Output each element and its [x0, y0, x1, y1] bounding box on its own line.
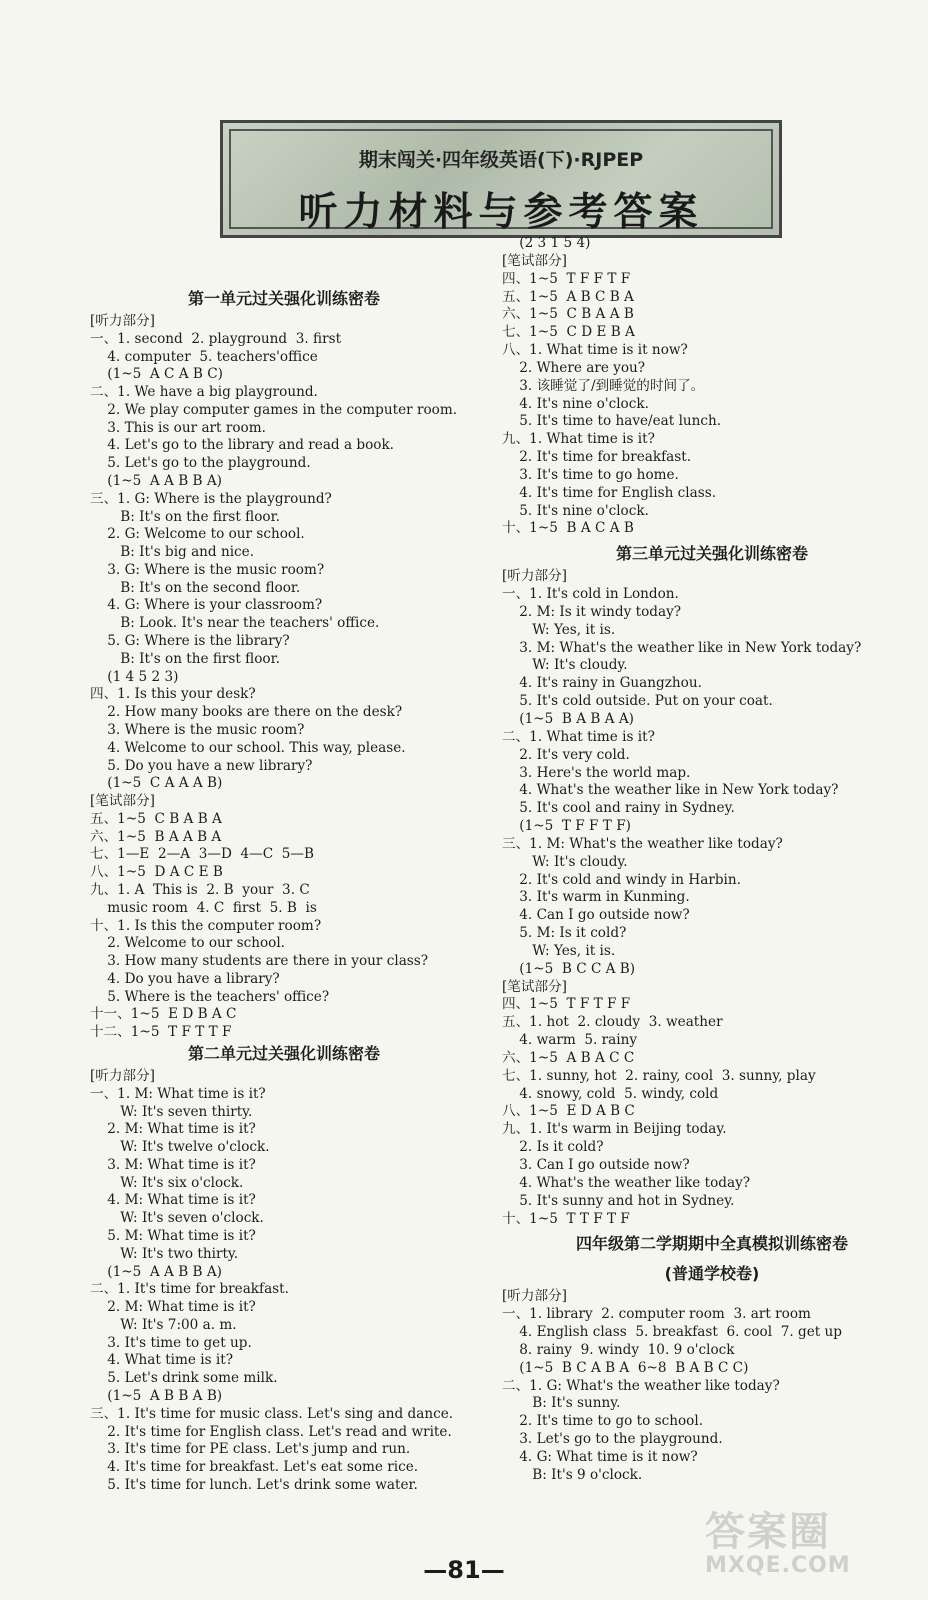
text-line: 5. M: What time is it?: [90, 1228, 256, 1244]
text-line: 2. M: Is it windy today?: [502, 603, 682, 620]
text-line: 3. 该睡觉了/到睡觉的时间了。: [502, 377, 705, 394]
text-line: 十、1~5 B A C A B: [502, 520, 634, 537]
text-line: 5. Let's drink some milk.: [90, 1370, 278, 1387]
text-line: B: It's 9 o'clock.: [502, 1466, 643, 1483]
banner-title: 听力材料与参考答案: [298, 190, 704, 235]
text-line: W: It's twelve o'clock.: [90, 1139, 270, 1156]
text-line: 3. M: What time is it?: [90, 1156, 256, 1173]
text-line: 二、1. What time is it?: [502, 728, 655, 745]
text-line: 4. It's time for English class.: [502, 484, 717, 501]
text-line: [听力部分]: [502, 568, 567, 585]
text-line: 2. It's time for English class. Let's read and write.: [90, 1423, 452, 1440]
text-line: 4. Can I go outside now?: [502, 907, 690, 924]
text-line: W: It's cloudy.: [502, 853, 628, 870]
text-line: 一、1. It's cold in London.: [502, 586, 679, 603]
text-line: 2. G: Welcome to our school.: [90, 526, 305, 543]
text-line: (1~5 B C C A B): [502, 960, 636, 977]
text-line: 三、1. It's time for music class. Let's sing and dance.: [90, 1405, 454, 1422]
text-line: 九、1. What time is it?: [502, 431, 655, 448]
section-heading: (普通学校卷): [664, 1264, 760, 1284]
text-line: (1~5 B A B A A): [502, 711, 634, 727]
text-line: 5. It's cold outside. Put on your coat.: [502, 693, 773, 710]
text-line: [笔试部分]: [502, 252, 567, 269]
text-line: 4. Let's go to the library and read a book.: [90, 437, 395, 454]
text-line: 4. snowy, cold 5. windy, cold: [502, 1085, 719, 1102]
text-line: (1~5 A B B A B): [90, 1388, 223, 1405]
text-line: 4. It's time for breakfast. Let's eat some rice.: [90, 1459, 419, 1476]
text-line: 十二、1~5 T F T T F: [90, 1024, 232, 1041]
text-line: 3. This is our art room.: [90, 419, 266, 436]
text-line: 二、1. It's time for breakfast.: [90, 1281, 289, 1298]
text-line: 5. It's sunny and hot in Sydney.: [502, 1192, 735, 1209]
text-line: 五、1. hot 2. cloudy 3. weather: [502, 1014, 723, 1031]
text-line: 五、1~5 C B A B A: [90, 810, 222, 827]
text-line: 十一、1~5 E D B A C: [90, 1006, 237, 1023]
text-line: 一、1. M: What time is it?: [90, 1085, 266, 1102]
text-line: 4. What's the weather like today?: [502, 1174, 751, 1191]
text-line: (2 3 1 5 4): [502, 235, 591, 251]
text-line: 5. Where is the teachers' office?: [90, 988, 330, 1005]
text-line: 七、1~5 C D E B A: [502, 324, 635, 341]
text-line: 5. Do you have a new library?: [90, 757, 313, 774]
text-line: 六、1~5 A B A C C: [502, 1049, 635, 1066]
text-line: W: Yes, it is.: [502, 621, 616, 638]
text-line: B: It's on the first floor.: [90, 508, 280, 525]
text-line: 5. G: Where is the library?: [90, 633, 290, 650]
text-line: 5. It's time to have/eat lunch.: [502, 413, 722, 430]
text-line: 3. How many students are there in your class?: [90, 953, 429, 970]
title-banner: [220, 120, 782, 238]
text-line: (1~5 A A B B A): [90, 473, 222, 490]
text-line: 九、1. It's warm in Beijing today.: [502, 1121, 727, 1138]
text-line: 八、1~5 D A C E B: [90, 864, 223, 881]
text-line: 2. How many books are there on the desk?: [90, 704, 403, 721]
text-line: [听力部分]: [502, 1288, 567, 1305]
text-line: (1~5 A A B B A): [90, 1263, 222, 1280]
text-line: W: It's seven o'clock.: [90, 1210, 264, 1227]
watermark-bottom: MXQE.COM: [705, 1553, 851, 1578]
text-line: 六、1~5 C B A A B: [502, 306, 634, 323]
text-line: 四、1~5 T F T F F: [502, 996, 631, 1013]
text-line: (1~5 A C A B C): [90, 366, 223, 383]
text-line: 八、1~5 E D A B C: [502, 1103, 635, 1120]
text-line: B: It's on the second floor.: [90, 579, 301, 596]
text-line: 十、1. Is this the computer room?: [90, 917, 322, 934]
text-line: 4. It's rainy in Guangzhou.: [502, 675, 702, 692]
watermark-top: 答案圈: [705, 1509, 831, 1555]
text-line: W: Yes, it is.: [502, 942, 616, 959]
text-line: 4. It's nine o'clock.: [502, 395, 649, 412]
section-heading: 四年级第二学期期中全真模拟训练密卷: [575, 1234, 848, 1254]
text-line: 四、1~5 T F F T F: [502, 270, 631, 287]
text-line: [听力部分]: [90, 313, 155, 329]
text-line: 3. G: Where is the music room?: [90, 561, 325, 578]
text-line: W: It's two thirty.: [90, 1245, 239, 1262]
text-line: [笔试部分]: [90, 793, 155, 810]
text-line: 4. warm 5. rainy: [502, 1032, 638, 1049]
text-line: 2. We play computer games in the computer room.: [90, 401, 458, 418]
text-line: (1 4 5 2 3): [90, 668, 179, 685]
text-line: 8. rainy 9. windy 10. 9 o'clock: [502, 1341, 735, 1358]
text-line: 4. G: What time is it now?: [502, 1448, 698, 1465]
text-line: W: It's 7:00 a. m.: [90, 1316, 237, 1333]
text-line: 5. It's time for lunch. Let's drink some water.: [90, 1476, 418, 1493]
section-heading: 第三单元过关强化训练密卷: [615, 544, 808, 564]
text-line: B: Look. It's near the teachers' office.: [90, 615, 380, 632]
text-line: 2. It's time to go to school.: [502, 1413, 704, 1430]
text-line: 八、1. What time is it now?: [502, 342, 688, 359]
text-line: 二、1. G: What's the weather like today?: [502, 1377, 780, 1394]
text-line: 4. computer 5. teachers'office: [90, 348, 318, 365]
text-line: 2. It's cold and windy in Harbin.: [502, 871, 741, 888]
banner-subtitle: 期末闯关·四年级英语(下)·RJPEP: [358, 149, 644, 171]
watermark-logo: [705, 1500, 895, 1590]
text-line: (1~5 C A A A B): [90, 775, 223, 792]
text-line: 4. English class 5. breakfast 6. cool 7. get up: [502, 1324, 842, 1341]
text-line: 五、1~5 A B C B A: [502, 288, 634, 305]
text-line: 二、1. We have a big playground.: [90, 384, 318, 401]
text-line: W: It's seven thirty.: [90, 1103, 253, 1120]
text-line: B: It's big and nice.: [90, 544, 255, 561]
text-line: 4. What's the weather like in New York today?: [502, 782, 839, 799]
text-line: 2. Is it cold?: [502, 1139, 604, 1156]
text-line: 3. It's time for PE class. Let's jump and run.: [90, 1441, 411, 1458]
text-line: 5. It's nine o'clock.: [502, 502, 649, 519]
text-line: 三、1. G: Where is the playground?: [90, 490, 332, 507]
section-heading: 第一单元过关强化训练密卷: [187, 289, 380, 308]
text-line: music room 4. C first 5. B is: [90, 899, 317, 916]
text-line: 4. M: What time is it?: [90, 1192, 256, 1209]
text-line: (1~5 T F F T F): [502, 818, 631, 835]
text-line: 3. Here's the world map.: [502, 764, 691, 781]
text-line: 5. Let's go to the playground.: [90, 455, 311, 472]
text-line: 七、1. sunny, hot 2. rainy, cool 3. sunny, play: [502, 1067, 816, 1084]
text-line: 三、1. M: What's the weather like today?: [502, 835, 783, 852]
text-line: 七、1—E 2—A 3—D 4—C 5—B: [90, 846, 314, 863]
text-line: 十、1~5 T T F T F: [502, 1210, 630, 1227]
section-heading: 第二单元过关强化训练密卷: [187, 1043, 380, 1063]
page-number: —81—: [423, 1556, 505, 1584]
text-line: 3. Where is the music room?: [90, 721, 305, 738]
text-line: 4. Welcome to our school. This way, please.: [90, 739, 406, 756]
text-line: 4. Do you have a library?: [90, 970, 280, 987]
text-line: [听力部分]: [90, 1067, 155, 1084]
text-line: B: It's sunny.: [502, 1395, 621, 1412]
text-line: W: It's six o'clock.: [90, 1174, 244, 1191]
text-line: B: It's on the first floor.: [90, 650, 280, 667]
text-line: 5. It's cool and rainy in Sydney.: [502, 800, 735, 817]
text-line: W: It's cloudy.: [502, 657, 628, 674]
text-line: 六、1~5 B A A B A: [90, 828, 222, 845]
text-line: 2. Where are you?: [502, 359, 646, 376]
text-line: 2. M: What time is it?: [90, 1121, 256, 1138]
text-line: 2. It's time for breakfast.: [502, 449, 692, 466]
text-line: [笔试部分]: [502, 978, 567, 995]
text-line: 3. It's time to get up.: [90, 1334, 252, 1351]
text-line: 3. Can I go outside now?: [502, 1157, 690, 1173]
text-line: 3. Let's go to the playground.: [502, 1431, 723, 1448]
text-line: 3. M: What's the weather like in New York today?: [502, 639, 862, 656]
text-line: 2. M: What time is it?: [90, 1299, 256, 1316]
text-line: 4. G: Where is your classroom?: [90, 597, 323, 614]
text-line: 一、1. second 2. playground 3. first: [90, 330, 342, 347]
text-line: 3. It's warm in Kunming.: [502, 889, 690, 906]
text-line: 一、1. library 2. computer room 3. art room: [502, 1306, 811, 1323]
text-line: 4. What time is it?: [90, 1352, 233, 1369]
text-line: 九、1. A This is 2. B your 3. C: [90, 881, 310, 898]
text-line: 2. It's very cold.: [502, 746, 630, 763]
text-line: 3. It's time to go home.: [502, 466, 679, 483]
text-line: 四、1. Is this your desk?: [90, 686, 256, 703]
text-line: (1~5 B C A B A 6~8 B A B C C): [502, 1359, 749, 1376]
text-line: 5. M: Is it cold?: [502, 925, 627, 942]
text-line: 2. Welcome to our school.: [90, 935, 285, 952]
